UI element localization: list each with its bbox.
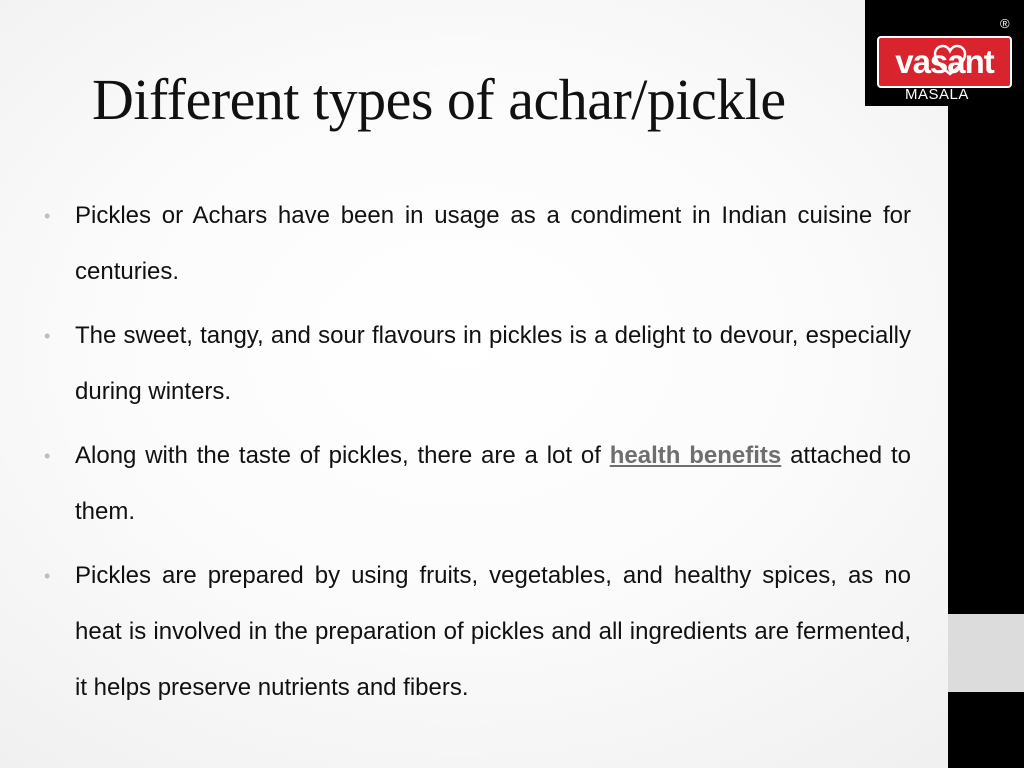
bullet-text: The sweet, tangy, and sour flavours in pickles is a delight to devour, especially during winters. xyxy=(75,322,911,405)
bullet-item-2 xyxy=(44,308,911,420)
slide-title: Different types of achar/pickle xyxy=(92,67,786,132)
health-benefits-link[interactable]: health benefits xyxy=(609,442,782,469)
bullet-marker: • xyxy=(44,326,51,346)
bullet-marker: • xyxy=(44,446,51,466)
band-segment-bottom xyxy=(948,692,1024,768)
bullet-list xyxy=(44,188,911,724)
logo-subtitle: MASALA xyxy=(905,86,969,103)
vasant-masala-logo xyxy=(865,0,1024,106)
logo-badge xyxy=(877,36,1012,88)
bullet-text: Pickles or Achars have been in usage as a condiment in Indian cuisine for centuries. xyxy=(75,202,911,285)
bullet-text-before-link: Along with the taste of pickles, there are a lot of xyxy=(75,442,610,469)
bullet-item-4 xyxy=(44,548,911,716)
bullet-item-3 xyxy=(44,428,911,540)
logo-wordmark: vasant xyxy=(895,43,994,80)
band-segment-middle xyxy=(948,614,1024,692)
right-decorative-band xyxy=(948,0,1024,768)
registered-mark: ® xyxy=(1000,16,1010,31)
bullet-item-1 xyxy=(44,188,911,300)
bullet-marker: • xyxy=(44,566,51,586)
bullet-marker: • xyxy=(44,206,51,226)
bullet-text: Pickles are prepared by using fruits, vegetables, and healthy spices, as no heat is involved in the preparation of pickles and all ingredients are fermented, it helps preserve nutrients and fibers. xyxy=(75,562,911,701)
bullet-text-after-link: attached to them. xyxy=(75,442,911,525)
